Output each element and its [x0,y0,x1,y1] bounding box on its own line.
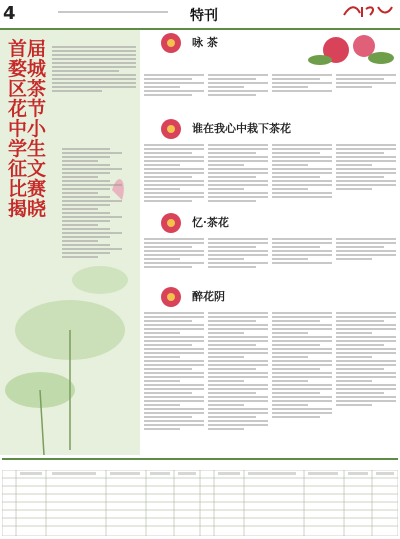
results-table-grid [2,470,398,536]
article-title: 忆·茶花 [192,216,229,229]
article-2 [144,118,396,210]
section-title: 特刊 [190,8,218,24]
intro-text [52,44,136,94]
article-body [144,310,396,432]
flower-icon [158,210,184,236]
article-title: 谁在我心中栽下茶花 [192,122,291,135]
flower-icon [158,284,184,310]
results-table [2,458,398,538]
header-meta-text [58,9,168,15]
article-title: 咏 茶 [192,36,218,49]
article-1 [144,32,396,112]
article-body [144,72,396,98]
article-3 [144,212,396,272]
page-number: 4 [3,3,16,24]
article-4 [144,286,396,454]
banner-title: 首届婺城区茶花节中小学生征文比赛揭晓 [8,38,47,220]
article-body [144,142,396,204]
poem-text [62,146,122,260]
article-body [144,236,396,270]
contest-panel [0,30,140,455]
flower-icon [158,116,184,142]
camellia-illustration [306,32,396,68]
masthead-logo [342,3,394,23]
article-title: 醉花阴 [192,290,225,303]
flower-icon [158,30,184,56]
masthead-logo-mark [342,3,394,19]
page-header [0,0,400,30]
